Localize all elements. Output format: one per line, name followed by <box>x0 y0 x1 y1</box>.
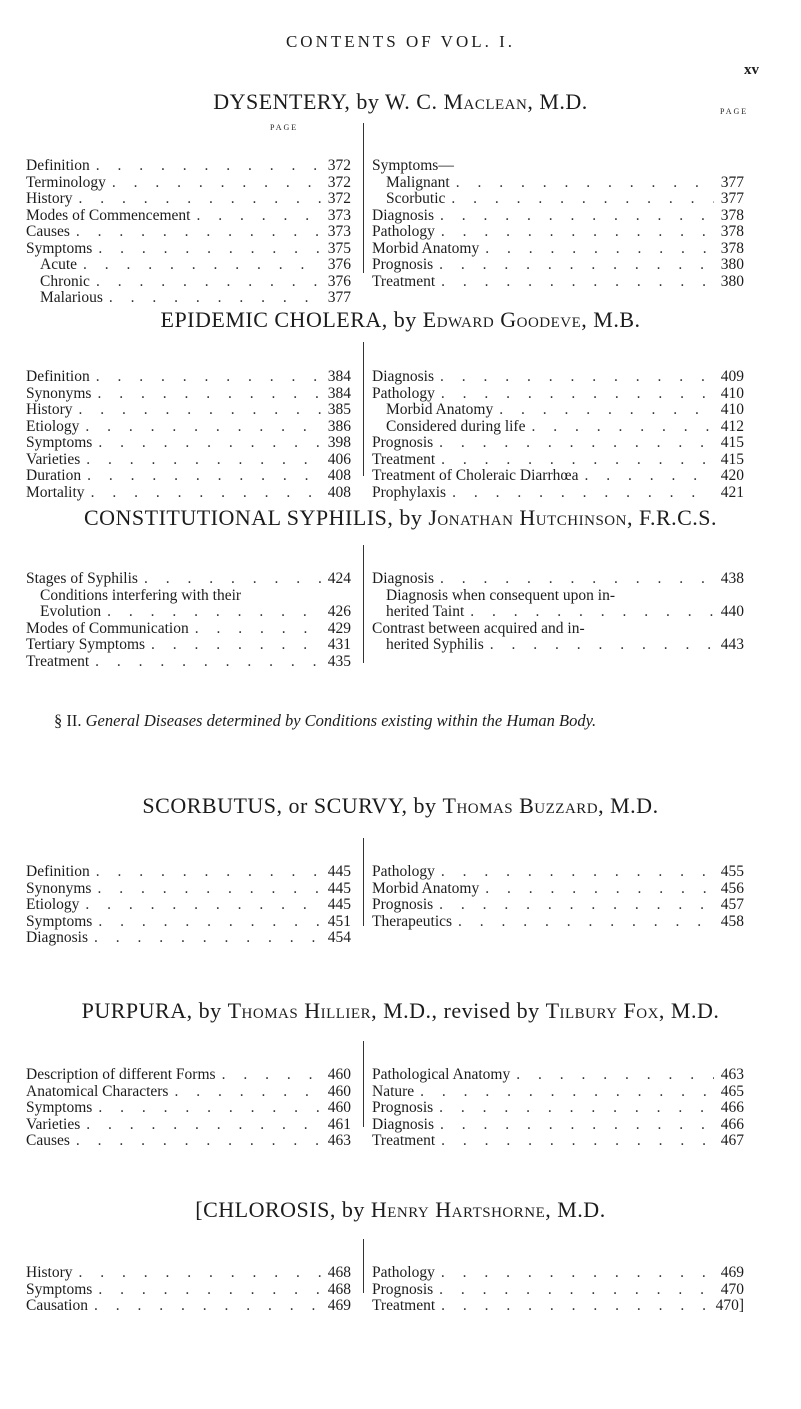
column-divider <box>363 123 364 273</box>
contents-entry[interactable]: Nature . . . 465 <box>372 1084 744 1101</box>
contents-entry[interactable]: Treatment . . . 467 <box>372 1133 744 1150</box>
column-divider <box>363 1041 364 1127</box>
contents-entry[interactable]: Synonyms . . . 445 <box>26 881 351 898</box>
contents-entry[interactable]: Pathology . . . 410 <box>372 386 744 403</box>
contents-entry[interactable]: Modes of Communication . . . 429 <box>26 621 351 638</box>
contents-left-column <box>26 158 351 307</box>
section-title: EPIDEMIC CHOLERA, by Edward Goodeve, M.B. <box>160 307 641 332</box>
chlorosis-section <box>0 1197 801 1314</box>
contents-left-column <box>26 369 351 501</box>
contents-entry[interactable]: herited Syphilis . . . 443 <box>372 637 744 654</box>
contents-entry[interactable]: Causation . . . 469 <box>26 1298 351 1315</box>
column-divider <box>363 838 364 926</box>
contents-entry[interactable]: Varieties . . . 406 <box>26 452 351 469</box>
contents-entry[interactable]: Definition . . . 384 <box>26 369 351 386</box>
contents-entry[interactable]: Prognosis . . . 380 <box>372 257 744 274</box>
contents-entry[interactable]: Treatment of Choleraic Diarrhœa . . . 420 <box>372 468 744 485</box>
contents-entry[interactable]: Terminology . . . 372 <box>26 175 351 192</box>
cholera-section <box>0 307 801 501</box>
contents-left-column <box>26 864 351 947</box>
contents-entry[interactable]: Diagnosis . . . 378 <box>372 208 744 225</box>
contents-entry[interactable]: Malignant . . . 377 <box>372 175 744 192</box>
contents-entry[interactable]: Etiology . . . 386 <box>26 419 351 436</box>
contents-right-column <box>372 1067 744 1150</box>
contents-entry[interactable]: Prognosis . . . 457 <box>372 897 744 914</box>
contents-entry[interactable]: Etiology . . . 445 <box>26 897 351 914</box>
contents-entry[interactable]: Modes of Commencement . . . 373 <box>26 208 351 225</box>
syphilis-section <box>0 505 801 670</box>
contents-entry[interactable]: Symptoms . . . 398 <box>26 435 351 452</box>
section-title: CONSTITUTIONAL SYPHILIS, by Jonathan Hutchinson, F.R.C.S. <box>83 505 718 530</box>
contents-entry[interactable]: Acute . . . 376 <box>26 257 351 274</box>
contents-entry[interactable]: Diagnosis . . . 438 <box>372 571 744 588</box>
contents-right-column <box>372 158 744 290</box>
contents-entry[interactable]: Pathological Anatomy . . . 463 <box>372 1067 744 1084</box>
contents-entry[interactable]: Evolution . . . 426 <box>26 604 351 621</box>
contents-left-column <box>26 1067 351 1150</box>
contents-entry[interactable]: Pathology . . . 378 <box>372 224 744 241</box>
contents-entry[interactable]: Treatment . . . 415 <box>372 452 744 469</box>
contents-entry[interactable]: Varieties . . . 461 <box>26 1117 351 1134</box>
contents-right-column <box>372 571 744 654</box>
contents-entry[interactable]: Causes . . . 373 <box>26 224 351 241</box>
contents-entry[interactable]: Mortality . . . 408 <box>26 485 351 502</box>
contents-entry[interactable]: History . . . 385 <box>26 402 351 419</box>
contents-entry[interactable]: Symptoms . . . 451 <box>26 914 351 931</box>
contents-entry[interactable]: Anatomical Characters . . . 460 <box>26 1084 351 1101</box>
column-divider <box>363 545 364 663</box>
contents-entry[interactable]: Causes . . . 463 <box>26 1133 351 1150</box>
running-title: CONTENTS OF VOL. I. <box>285 32 516 51</box>
contents-right-column <box>372 1265 744 1315</box>
contents-entry[interactable]: Definition . . . 445 <box>26 864 351 881</box>
running-header <box>0 32 801 78</box>
section-title: SCORBUTUS, or SCURVY, by Thomas Buzzard, M.D. <box>142 793 659 818</box>
section-title: [CHLOROSIS, by Henry Hartshorne, M.D. <box>195 1197 606 1222</box>
contents-entry[interactable]: herited Taint . . . 440 <box>372 604 744 621</box>
section-title: PURPURA, by Thomas Hillier, M.D., revised by Tilbury Fox, M.D. <box>81 998 720 1023</box>
contents-right-column <box>372 369 744 501</box>
page-number: xv <box>744 62 759 78</box>
column-divider <box>363 1239 364 1293</box>
contents-entry-line[interactable]: Contrast between acquired and in- <box>372 619 585 637</box>
scorbutus-section <box>0 793 801 946</box>
contents-subheading: Symptoms— <box>372 157 454 174</box>
contents-entry[interactable]: Chronic . . . 376 <box>26 274 351 291</box>
contents-entry[interactable]: Treatment . . . 380 <box>372 274 744 291</box>
contents-entry[interactable]: Stages of Syphilis . . . 424 <box>26 571 351 588</box>
contents-entry[interactable]: Morbid Anatomy . . . 456 <box>372 881 744 898</box>
contents-entry[interactable]: Symptoms . . . 375 <box>26 241 351 258</box>
contents-entry[interactable]: Diagnosis . . . 409 <box>372 369 744 386</box>
contents-entry[interactable]: Considered during life . . . 412 <box>372 419 744 436</box>
contents-entry[interactable]: Synonyms . . . 384 <box>26 386 351 403</box>
contents-entry[interactable]: Description of different Forms . . . 460 <box>26 1067 351 1084</box>
contents-entry[interactable]: Treatment . . . 435 <box>26 654 351 671</box>
contents-entry-line[interactable]: Conditions interfering with their <box>40 586 242 604</box>
contents-entry[interactable]: Symptoms . . . 460 <box>26 1100 351 1117</box>
contents-entry[interactable]: History . . . 372 <box>26 191 351 208</box>
contents-entry[interactable]: Diagnosis . . . 454 <box>26 930 351 947</box>
contents-entry[interactable]: Prognosis . . . 415 <box>372 435 744 452</box>
dysentery-section <box>0 89 801 306</box>
contents-entry[interactable]: Diagnosis . . . 466 <box>372 1117 744 1134</box>
contents-left-column <box>26 571 351 670</box>
contents-entry[interactable]: Therapeutics . . . 458 <box>372 914 744 931</box>
contents-entry[interactable]: Symptoms . . . 468 <box>26 1282 351 1299</box>
contents-right-column <box>372 864 744 930</box>
purpura-section <box>0 998 801 1149</box>
contents-entry[interactable]: Morbid Anatomy . . . 378 <box>372 241 744 258</box>
contents-entry[interactable]: Malarious . . . 377 <box>26 290 351 307</box>
contents-entry[interactable]: Morbid Anatomy . . . 410 <box>372 402 744 419</box>
contents-entry[interactable]: Treatment . . . 470] <box>372 1298 744 1315</box>
contents-left-column <box>26 1265 351 1315</box>
contents-entry[interactable]: Duration . . . 408 <box>26 468 351 485</box>
contents-entry[interactable]: Tertiary Symptoms . . . 431 <box>26 637 351 654</box>
page-column-label: PAGE <box>720 107 749 116</box>
general-diseases-heading: § II. General Diseases determined by Conditions existing within the Human Body. <box>54 711 597 730</box>
contents-entry[interactable]: Prophylaxis . . . 421 <box>372 485 744 502</box>
contents-entry[interactable]: Prognosis . . . 470 <box>372 1282 744 1299</box>
contents-entry[interactable]: Prognosis . . . 466 <box>372 1100 744 1117</box>
contents-entry[interactable]: Definition . . . 372 <box>26 158 351 175</box>
contents-entry[interactable]: Pathology . . . 469 <box>372 1265 744 1282</box>
contents-entry-line[interactable]: Diagnosis when consequent upon in- <box>386 586 616 604</box>
contents-entry[interactable]: History . . . 468 <box>26 1265 351 1282</box>
page-column-label: PAGE <box>270 123 299 132</box>
contents-entry[interactable]: Scorbutic . . . 377 <box>372 191 744 208</box>
column-divider <box>363 342 364 476</box>
section-title: DYSENTERY, by W. C. Maclean, M.D. <box>213 89 588 114</box>
contents-entry[interactable]: Pathology . . . 455 <box>372 864 744 881</box>
